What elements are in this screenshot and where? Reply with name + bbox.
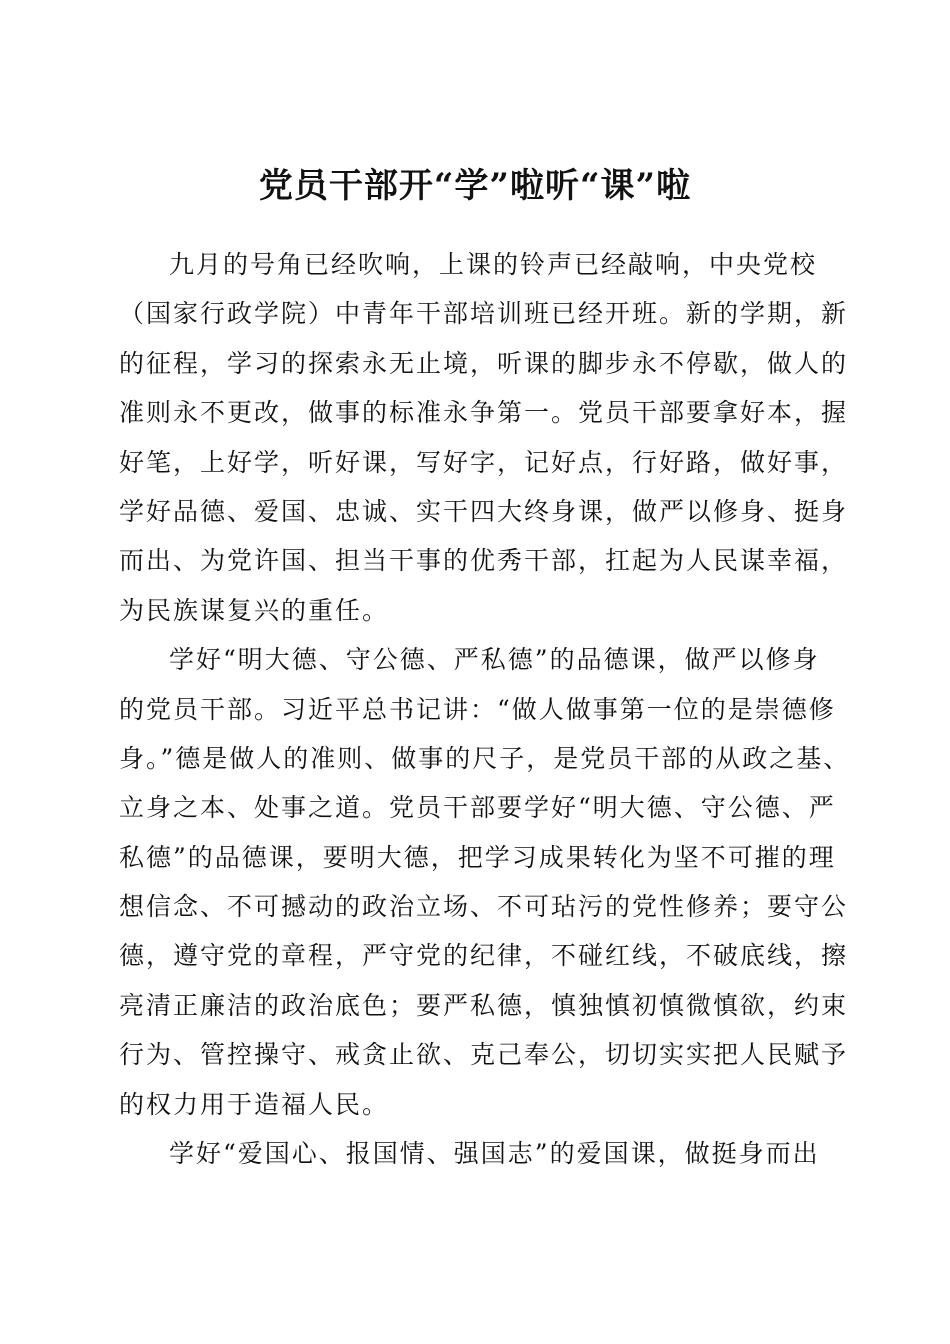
document-body [119, 240, 851, 1178]
paragraph-line: 德，遵守党的章程，严守党的纪律，不碰红线，不破底线，擦 [119, 941, 849, 971]
paragraph-line: 的权力用于造福人民。 [119, 1089, 390, 1119]
paragraph-line: 准则永不更改，做事的标准永争第一。党员干部要拿好本，握 [119, 398, 849, 428]
paragraph-line: 身。”德是做人的准则、做事的尺子，是党员干部的从政之基、 [119, 743, 851, 773]
paragraph-line: 私德”的品德课，要明大德，把学习成果转化为坚不可摧的理 [119, 842, 836, 872]
paragraph-line: 亮清正廉洁的政治底色；要严私德，慎独慎初慎微慎欲，约束 [119, 990, 849, 1020]
paragraph-line: 想信念、不可撼动的政治立场、不可玷污的党性修养；要守公 [119, 892, 849, 922]
paragraph-line: 的党员干部。习近平总书记讲：“做人做事第一位的是崇德修 [119, 694, 836, 724]
paragraph-line: 立身之本、处事之道。党员干部要学好“明大德、守公德、严 [119, 793, 836, 823]
paragraph-line: 好笔，上好学，听好课，写好字，记好点，行好路，做好事， [119, 447, 849, 477]
paragraph-line: 而出、为党许国、担当干事的优秀干部，扛起为人民谋幸福， [119, 546, 849, 576]
paragraph-line: 行为、管控操守、戒贪止欲、克己奉公，切切实实把人民赋予 [119, 1040, 849, 1070]
paragraph-line: 九月的号角已经吹响，上课的铃声已经敲响，中央党校 [169, 250, 818, 279]
paragraph-line: 为民族谋复兴的重任。 [119, 595, 390, 625]
paragraph-line: 学好“明大德、守公德、严私德”的品德课，做严以修身 [169, 645, 820, 675]
document-title: 党员干部开“学”啦听“课”啦 [258, 166, 692, 206]
paragraph-line: 的征程，学习的探索永无止境，听课的脚步永不停歇，做人的 [119, 348, 849, 378]
paragraph-line: 学好品德、爱国、忠诚、实干四大终身课，做严以修身、挺身 [119, 496, 849, 526]
paragraph-line: （国家行政学院）中青年干部培训班已经开班。新的学期，新 [119, 299, 849, 329]
paragraph-line: 学好“爱国心、报国情、强国志”的爱国课，做挺身而出 [169, 1139, 820, 1169]
